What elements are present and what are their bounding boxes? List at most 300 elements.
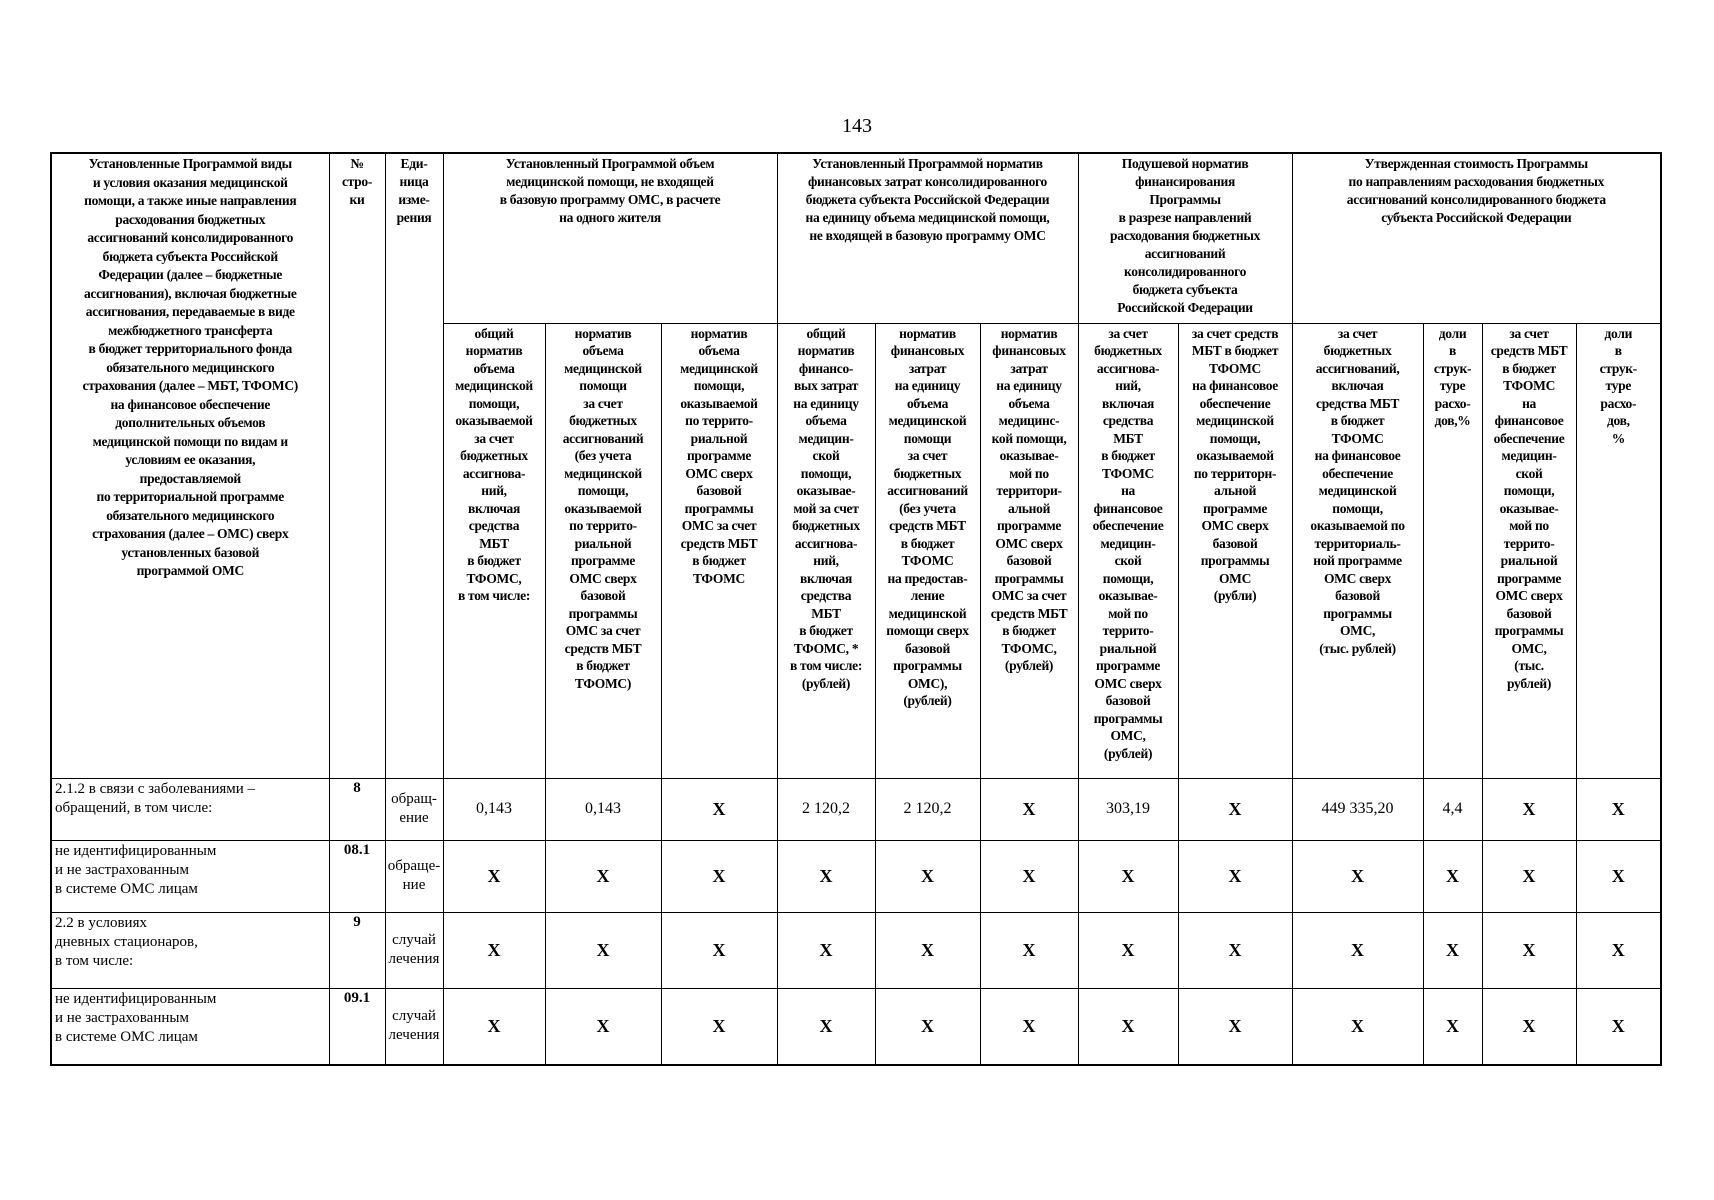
text-line: медицинской	[564, 360, 642, 376]
text-line: обеспечение	[1493, 430, 1565, 446]
text-line: средств МБТ	[1490, 343, 1568, 358]
text-line: объема	[1008, 395, 1050, 411]
text-line: ТФОМС	[1503, 378, 1556, 393]
text-line: Федерации (далее – бюджетные	[98, 267, 283, 282]
cell-value: Х	[980, 912, 1078, 988]
row-unit	[385, 912, 443, 988]
text-line: бюджетных	[893, 465, 962, 481]
text-line: мой за счет	[793, 500, 859, 516]
text-line: оказывае-	[1499, 500, 1559, 516]
header-group-cost	[1292, 153, 1661, 323]
text-line: и не застрахованным	[55, 861, 189, 878]
cell-value: 449 335,20	[1292, 778, 1423, 840]
header-sub-7	[1078, 323, 1178, 778]
text-line: базовой	[1212, 535, 1258, 551]
text-line: ление	[910, 588, 945, 603]
text-line: помощи сверх	[886, 623, 969, 638]
cell-value: Х	[980, 840, 1078, 912]
text-line: (рублей)	[903, 693, 952, 708]
cell-value: Х	[1423, 840, 1482, 912]
text-line: средства	[800, 588, 852, 603]
text-line: на предостав-	[887, 570, 968, 586]
text-line: ОМС сверх	[685, 465, 753, 481]
cell-value: Х	[1178, 840, 1292, 912]
text-line: бюджета субъекта	[1132, 282, 1238, 297]
text-line: медицинской	[888, 413, 967, 428]
row-code: 08.1	[329, 840, 385, 912]
text-line: 2.1.2 в связи с заболеваниями –	[55, 780, 256, 797]
text-line: (без учета	[899, 500, 956, 516]
text-line: межбюджетного трансферта	[108, 322, 273, 338]
text-line: ТФОМС	[1331, 430, 1384, 446]
cell-value: Х	[1576, 840, 1661, 912]
text-line: средств МБТ	[564, 640, 642, 656]
cell-value: Х	[1292, 988, 1423, 1065]
text-line: на единицу	[894, 378, 961, 393]
text-line: ОМС за счет	[991, 588, 1067, 603]
text-line: ние	[402, 877, 426, 893]
text-line: финансовых	[992, 343, 1066, 358]
text-line: помощи,	[577, 483, 629, 498]
text-line: базовой	[696, 483, 742, 498]
text-line: лечения	[388, 1027, 440, 1044]
text-line: случай	[392, 1008, 436, 1025]
text-line: бюджетных	[1094, 343, 1162, 358]
text-line: не идентифицированным	[55, 842, 217, 859]
text-line: за счет	[583, 395, 623, 411]
text-line: базовой	[1006, 553, 1052, 568]
text-line: средства	[1102, 413, 1154, 428]
table-row	[51, 988, 1661, 1065]
text-line: на	[1121, 483, 1135, 498]
text-line: в базовую программу ОМС, в расчете	[499, 192, 721, 207]
cell-value: 0,143	[545, 778, 661, 840]
text-line: вых затрат	[793, 378, 859, 393]
cell-value: Х	[661, 912, 777, 988]
text-line: территориаль-	[1314, 535, 1401, 551]
text-line: (без учета	[574, 448, 632, 463]
header-sub-10	[1423, 323, 1482, 778]
text-line: (рубли)	[1213, 588, 1257, 603]
header-row-groups	[51, 153, 1661, 323]
cell-value: Х	[661, 840, 777, 912]
text-line: в бюджет	[1002, 623, 1056, 638]
cell-value: Х	[1576, 778, 1661, 840]
cell-value: Х	[875, 988, 980, 1065]
text-line: оказываемой по	[1310, 518, 1405, 533]
cell-value: 2 120,2	[777, 778, 875, 840]
cell-value: 0,143	[443, 778, 545, 840]
text-line: ТФОМС	[1102, 465, 1155, 481]
cell-value: Х	[661, 988, 777, 1065]
text-line: за счет	[907, 448, 948, 463]
text-line: (рублей)	[1004, 658, 1054, 673]
text-line: расхо-	[1434, 395, 1471, 411]
cell-value: Х	[1576, 912, 1661, 988]
text-line: норматив	[574, 325, 632, 341]
text-line: туре	[1439, 378, 1466, 393]
text-line: базовой	[1105, 693, 1151, 708]
row-name	[51, 912, 329, 988]
cell-value: Х	[1482, 988, 1576, 1065]
text-line: ассигнований,	[1315, 360, 1400, 376]
text-line: ний,	[813, 553, 839, 568]
cell-value: Х	[545, 912, 661, 988]
text-line: по террито-	[685, 413, 753, 428]
text-line: общий	[806, 325, 846, 341]
text-line: объема	[582, 343, 624, 358]
text-line: в бюджет	[799, 623, 853, 638]
cell-value: Х	[443, 912, 545, 988]
text-line: оказываемой	[564, 500, 642, 516]
text-line: помощи, а также иные направления	[84, 193, 297, 208]
text-line: программой ОМС	[136, 563, 244, 578]
text-line: включая	[799, 570, 852, 586]
text-line: 2.2 в условиях	[55, 914, 147, 931]
text-line: программе	[1095, 658, 1161, 673]
text-line: оказываемой	[455, 413, 533, 428]
cell-value: Х	[1292, 912, 1423, 988]
text-line: %	[1611, 430, 1625, 446]
text-line: в бюджет территориального фонда	[88, 341, 292, 356]
text-line: Установленные Программой виды	[88, 156, 292, 171]
text-line: помощи	[579, 378, 627, 393]
text-line: медицинской	[455, 378, 533, 393]
text-line: ассигнова-	[462, 465, 526, 481]
header-unit	[385, 153, 443, 778]
cell-value: Х	[1482, 912, 1576, 988]
text-line: оказывае-	[796, 483, 856, 498]
cell-value: Х	[545, 840, 661, 912]
text-line: Утвержденная стоимость Программы	[1364, 156, 1588, 171]
header-sub-8	[1178, 323, 1292, 778]
row-code: 09.1	[329, 988, 385, 1065]
text-line: медицинской	[564, 465, 642, 481]
text-line: ассигнования), включая бюджетные	[83, 285, 297, 301]
header-sub-1	[443, 323, 545, 778]
text-line: ница	[399, 174, 429, 189]
text-line: в бюджет	[692, 553, 746, 568]
text-line: ассигнова-	[794, 535, 858, 551]
text-line: финансовое	[1093, 500, 1163, 516]
text-line: средств МБТ	[680, 535, 758, 551]
text-line: финансовых	[890, 343, 965, 358]
text-line: затрат	[908, 360, 947, 376]
cell-value: Х	[1078, 988, 1178, 1065]
cell-value: Х	[661, 778, 777, 840]
cell-value: Х	[1482, 840, 1576, 912]
text-line: риальной	[1099, 640, 1157, 656]
text-line: ОМС сверх	[995, 535, 1063, 551]
text-line: ОМС сверх	[569, 570, 637, 586]
text-line: рения	[396, 210, 432, 225]
text-line: расхо-	[1600, 395, 1637, 411]
text-line: помощи,	[1209, 430, 1261, 446]
header-sub-2	[545, 323, 661, 778]
text-line: доли	[1438, 325, 1467, 341]
text-line: финансовых затрат консолидированного	[808, 174, 1048, 189]
row-code: 8	[329, 778, 385, 840]
text-line: базовой	[1506, 605, 1552, 621]
text-line: (тыс.	[1514, 658, 1544, 673]
text-line: медицин-	[1100, 535, 1156, 551]
text-line: ной программе	[1313, 553, 1402, 568]
table-row	[51, 778, 1661, 840]
text-line: в том числе:	[457, 588, 531, 603]
row-unit	[385, 988, 443, 1065]
header-sub-11	[1482, 323, 1576, 778]
text-line: стро-	[341, 174, 373, 189]
text-line: в том числе:	[55, 952, 134, 969]
text-line: Еди-	[400, 156, 428, 171]
cell-value: 303,19	[1078, 778, 1178, 840]
text-line: ТФОМС	[693, 570, 745, 586]
text-line: ний,	[1115, 378, 1141, 393]
header-group-per-capita	[1078, 153, 1292, 323]
cell-value: Х	[777, 988, 875, 1065]
text-line: рублей)	[1507, 675, 1552, 691]
header-sub-9	[1292, 323, 1423, 778]
text-line: консолидированного	[1124, 264, 1247, 279]
text-line: условиям ее оказания,	[125, 452, 256, 467]
text-line: финансо-	[798, 360, 854, 376]
text-line: в	[1449, 343, 1457, 358]
text-line: ассигнований консолидированного бюджета	[1346, 192, 1606, 207]
text-line: в бюджет	[1101, 448, 1155, 463]
text-line: медицинской помощи, не входящей	[506, 174, 714, 189]
header-sub-12	[1576, 323, 1661, 778]
text-line: предоставляемой	[139, 470, 241, 486]
text-line: за счет	[474, 430, 514, 446]
text-line: на	[1522, 395, 1537, 411]
text-line: страхования (далее – ОМС) сверх	[92, 526, 289, 541]
text-line: программе	[686, 448, 752, 463]
text-line: и условия оказания медицинской	[92, 174, 288, 190]
cell-value: 2 120,2	[875, 778, 980, 840]
text-line: в	[1614, 343, 1622, 358]
text-line: №	[350, 156, 364, 171]
text-line: расходования бюджетных	[1110, 228, 1261, 243]
text-line: обращений, в том числе:	[55, 799, 213, 816]
text-line: в системе ОМС лицам	[55, 1028, 198, 1045]
text-line: программы	[1200, 553, 1270, 568]
text-line: программы	[1093, 710, 1163, 726]
text-line: базовой	[1335, 588, 1380, 603]
text-line: программы	[1323, 605, 1392, 621]
cell-value: Х	[1292, 840, 1423, 912]
text-line: Установленный Программой объем	[505, 156, 715, 171]
cell-value: Х	[777, 840, 875, 912]
text-line: медицинс-	[998, 413, 1060, 428]
text-line: программе	[996, 518, 1062, 533]
text-line: ний,	[481, 483, 507, 498]
text-line: по территориальной программе	[96, 489, 284, 504]
text-line: за счет	[1108, 325, 1148, 341]
text-line: ОМС),	[907, 675, 948, 691]
text-line: в бюджет	[1502, 360, 1556, 376]
text-line: медицин-	[1501, 448, 1557, 463]
text-line: туре	[1605, 378, 1632, 393]
text-line: объема	[473, 360, 515, 376]
row-code: 9	[329, 912, 385, 988]
text-line: на одного жителя	[559, 210, 661, 225]
text-line: средств МБТ	[990, 605, 1068, 621]
text-line: медицин-	[798, 430, 854, 446]
text-line: бюджетных	[460, 448, 528, 463]
text-line: Подушевой норматив	[1121, 156, 1249, 171]
text-line: на финансовое	[1192, 378, 1278, 393]
header-row-number	[329, 153, 385, 778]
text-line: ТФОМС, *	[793, 640, 859, 656]
text-line: базовой	[905, 640, 950, 656]
text-line: не входящей в базовую программу ОМС	[809, 228, 1046, 243]
text-line: бюджетных	[1323, 343, 1392, 358]
text-line: на единицу объема медицинской помощи,	[805, 210, 1050, 225]
text-line: норматив	[465, 343, 523, 358]
text-line: расходования бюджетных	[115, 211, 266, 227]
text-line: террито-	[1102, 623, 1154, 638]
text-line: медицинской	[888, 605, 967, 621]
text-line: ТФОМС)	[574, 675, 632, 691]
text-line: альной	[1007, 500, 1051, 516]
text-line: обязательного медицинского	[106, 507, 275, 523]
text-line: дов,	[1606, 413, 1630, 428]
text-line: средства МБТ	[1316, 395, 1400, 411]
row-unit	[385, 778, 443, 840]
text-line: Российской Федерации	[1117, 300, 1253, 315]
cell-value: Х	[777, 912, 875, 988]
text-line: оказываемой	[1196, 448, 1274, 463]
text-line: случай	[392, 932, 436, 948]
text-line: по территорн-	[1193, 465, 1277, 481]
text-line: медицинской помощи по видам и	[92, 433, 288, 449]
cell-value: Х	[980, 778, 1078, 840]
text-line: затрат	[1010, 360, 1048, 376]
text-line: ОМС за счет	[681, 518, 757, 533]
text-line: ской	[1114, 553, 1142, 568]
text-line: программы	[994, 570, 1064, 586]
program-cost-table	[50, 152, 1662, 1066]
text-line: дов,%	[1434, 413, 1471, 428]
text-line: объема	[805, 413, 847, 428]
text-line: бюджетных	[792, 518, 860, 533]
cell-value: Х	[1423, 988, 1482, 1065]
text-line: МБТ	[1113, 430, 1143, 446]
cell-value: Х	[875, 912, 980, 988]
text-line: ОМС сверх	[1094, 675, 1162, 691]
text-line: за счет	[1337, 325, 1378, 341]
text-line: обеспечение	[1092, 518, 1164, 533]
text-line: струк-	[1599, 360, 1637, 376]
text-line: доли	[1604, 325, 1633, 341]
text-line: (рублей)	[1103, 745, 1153, 761]
text-line: норматив	[690, 325, 748, 341]
text-line: ТФОМС,	[1001, 640, 1057, 656]
row-name	[51, 988, 329, 1065]
text-line: дневных стационаров,	[55, 933, 198, 950]
text-line: программы	[684, 500, 754, 516]
text-line: оказывае-	[1098, 588, 1158, 603]
text-line: общий	[474, 325, 514, 341]
text-line: кой помощи,	[991, 430, 1067, 446]
text-line: не идентифицированным	[55, 990, 217, 1007]
text-line: струк-	[1433, 360, 1472, 376]
text-line: базовой	[580, 588, 626, 603]
text-line: оказываемой	[680, 395, 758, 411]
text-line: помощи,	[800, 465, 852, 481]
text-line: помощи,	[1102, 570, 1154, 586]
text-line: ОМС сверх	[1201, 518, 1269, 533]
text-line: обращ-	[391, 791, 437, 807]
text-line: на единицу	[793, 395, 859, 411]
cell-value: 4,4	[1423, 778, 1482, 840]
text-line: и не застрахованным	[55, 1009, 189, 1026]
text-line: на единицу	[996, 378, 1062, 393]
text-line: ТФОМС	[901, 553, 954, 568]
text-line: мой по	[1509, 518, 1549, 533]
text-line: установленных базовой	[121, 544, 260, 560]
text-line: в бюджет	[900, 535, 955, 551]
text-line: в системе ОМС лицам	[55, 880, 198, 897]
text-line: в том числе:	[789, 658, 863, 673]
text-line: ассигнования, передаваемые в виде	[85, 304, 295, 319]
text-line: альной	[1213, 483, 1257, 498]
text-line: бюджетных	[569, 413, 637, 428]
text-line: обеспечение	[1322, 465, 1393, 481]
text-line: объема	[906, 395, 949, 411]
text-line: МБТ	[479, 535, 509, 551]
text-line: финансирования	[1135, 174, 1235, 189]
text-line: по террито-	[569, 518, 637, 533]
text-line: программы	[568, 605, 638, 621]
text-line: норматив	[1000, 325, 1058, 341]
cell-value: Х	[980, 988, 1078, 1065]
row-name	[51, 840, 329, 912]
text-line: ассигнований консолидированного	[87, 230, 294, 245]
text-line: риальной	[1500, 553, 1558, 568]
text-line: за счет средств	[1191, 325, 1279, 341]
cell-value: Х	[1078, 912, 1178, 988]
text-line: обеспечение	[1199, 395, 1271, 411]
text-line: программе	[570, 553, 636, 568]
text-line: ской	[1515, 465, 1543, 481]
text-line: бюджета субъекта Российской	[102, 248, 278, 264]
text-line: террито-	[1503, 535, 1555, 551]
text-line: ОМС	[1218, 570, 1252, 586]
text-line: помощи,	[468, 395, 520, 411]
text-line: в бюджет	[576, 658, 630, 673]
text-line: обраще-	[387, 858, 441, 874]
table-row	[51, 840, 1661, 912]
cell-value: Х	[1423, 912, 1482, 988]
text-line: бюджета субъекта Российской Федерации	[805, 192, 1050, 207]
text-line: норматив	[899, 325, 956, 341]
text-line: ки	[349, 192, 365, 207]
header-sub-6	[980, 323, 1078, 778]
text-line: ение	[399, 810, 429, 826]
text-line: программы	[1494, 623, 1564, 638]
text-line: (рублей)	[801, 675, 851, 691]
text-line: программы	[893, 658, 962, 673]
text-line: ассигнований	[887, 483, 968, 498]
text-line: ОМС сверх	[1323, 570, 1392, 586]
text-line: (тыс. рублей)	[1319, 640, 1396, 656]
text-line: медицинской	[1196, 413, 1274, 428]
text-line: в бюджет	[467, 553, 521, 568]
text-line: Программы	[1149, 192, 1221, 207]
text-line: ОМС,	[1110, 728, 1146, 743]
text-line: включая	[1102, 395, 1155, 411]
